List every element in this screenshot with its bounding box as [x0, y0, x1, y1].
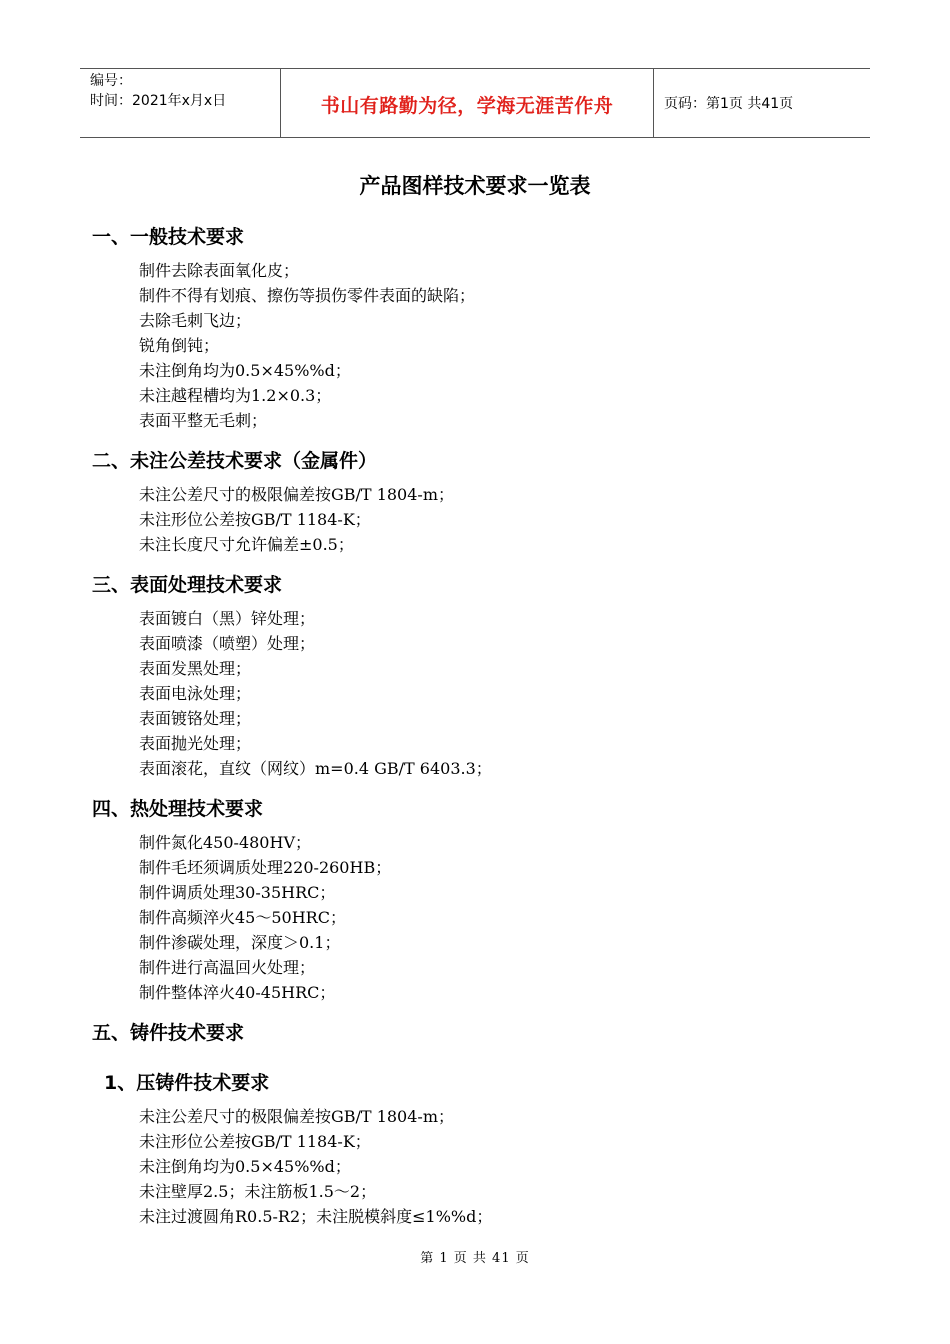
list-item: 未注壁厚2.5；未注筋板1.5～2；: [139, 1182, 377, 1201]
header-motto-cell: [281, 69, 654, 137]
section-list-surface: [139, 606, 492, 781]
section-list-general: [139, 258, 475, 433]
list-item: 表面镀白（黑）锌处理；: [139, 609, 316, 628]
list-item: 表面发黑处理；: [139, 659, 252, 678]
list-item: 表面喷漆（喷塑）处理；: [139, 634, 316, 653]
subsection-heading-die-casting: 1、压铸件技术要求: [104, 1072, 270, 1094]
number-label: 编号：: [90, 73, 132, 89]
list-item: 表面抛光处理；: [139, 734, 252, 753]
section-heading-surface: 三、表面处理技术要求: [92, 574, 283, 596]
section-heading-casting: 五、铸件技术要求: [92, 1022, 245, 1044]
list-item: 制件不得有划痕、擦伤等损伤零件表面的缺陷；: [139, 286, 476, 305]
list-item: 未注越程槽均为1.2×0.3；: [139, 386, 332, 405]
list-item: 未注过渡圆角R0.5-R2；未注脱模斜度≤1%%d；: [139, 1207, 493, 1226]
list-item: 制件进行高温回火处理；: [139, 958, 316, 977]
list-item: 锐角倒钝；: [139, 336, 220, 355]
document-header: [80, 68, 870, 138]
header-meta-cell: [80, 69, 281, 137]
list-item: 表面电泳处理；: [139, 684, 252, 703]
list-item: 未注形位公差按GB/T 1184-K；: [139, 1132, 371, 1151]
section-heading-general: 一、一般技术要求: [92, 226, 245, 248]
list-item: 制件去除表面氧化皮；: [139, 261, 300, 280]
section-heading-tolerance: 二、未注公差技术要求（金属件）: [92, 450, 378, 472]
subsection-list-die-casting: [139, 1104, 492, 1229]
list-item: 制件整体淬火40-45HRC；: [139, 983, 336, 1002]
list-item: 表面平整无毛刺；: [139, 411, 268, 430]
list-item: 制件毛坯须调质处理220-260HB；: [139, 858, 392, 877]
header-page-cell: [654, 69, 870, 137]
list-item: 制件调质处理30-35HRC；: [139, 883, 336, 902]
header-page-info: 页码：第1页 共41页: [664, 96, 794, 112]
header-motto: 书山有路勤为径，学海无涯苦作舟: [320, 95, 614, 117]
list-item: 未注倒角均为0.5×45%%d；: [139, 1157, 351, 1176]
list-item: 未注公差尺寸的极限偏差按GB/T 1804-m；: [139, 1107, 454, 1126]
list-item: 制件高频淬火45～50HRC；: [139, 908, 346, 927]
page-footer: 第 1 页 共 41 页: [420, 1251, 530, 1266]
list-item: 未注公差尺寸的极限偏差按GB/T 1804-m；: [139, 485, 454, 504]
page-title: 产品图样技术要求一览表: [359, 174, 591, 198]
section-list-tolerance: [139, 482, 454, 557]
list-item: 未注形位公差按GB/T 1184-K；: [139, 510, 371, 529]
section-list-heat: [139, 830, 391, 1005]
list-item: 去除毛刺飞边；: [139, 311, 252, 330]
list-item: 表面镀铬处理；: [139, 709, 252, 728]
section-heading-heat: 四、热处理技术要求: [92, 798, 264, 820]
list-item: 制件氮化450-480HV；: [139, 833, 311, 852]
list-item: 制件渗碳处理，深度＞0.1；: [139, 933, 341, 952]
list-item: 未注长度尺寸允许偏差±0.5；: [139, 535, 354, 554]
time-label: 时间：2021年x月x日: [90, 93, 227, 109]
list-item: 未注倒角均为0.5×45%%d；: [139, 361, 351, 380]
list-item: 表面滚花，直纹（网纹）m=0.4 GB/T 6403.3；: [139, 759, 492, 778]
